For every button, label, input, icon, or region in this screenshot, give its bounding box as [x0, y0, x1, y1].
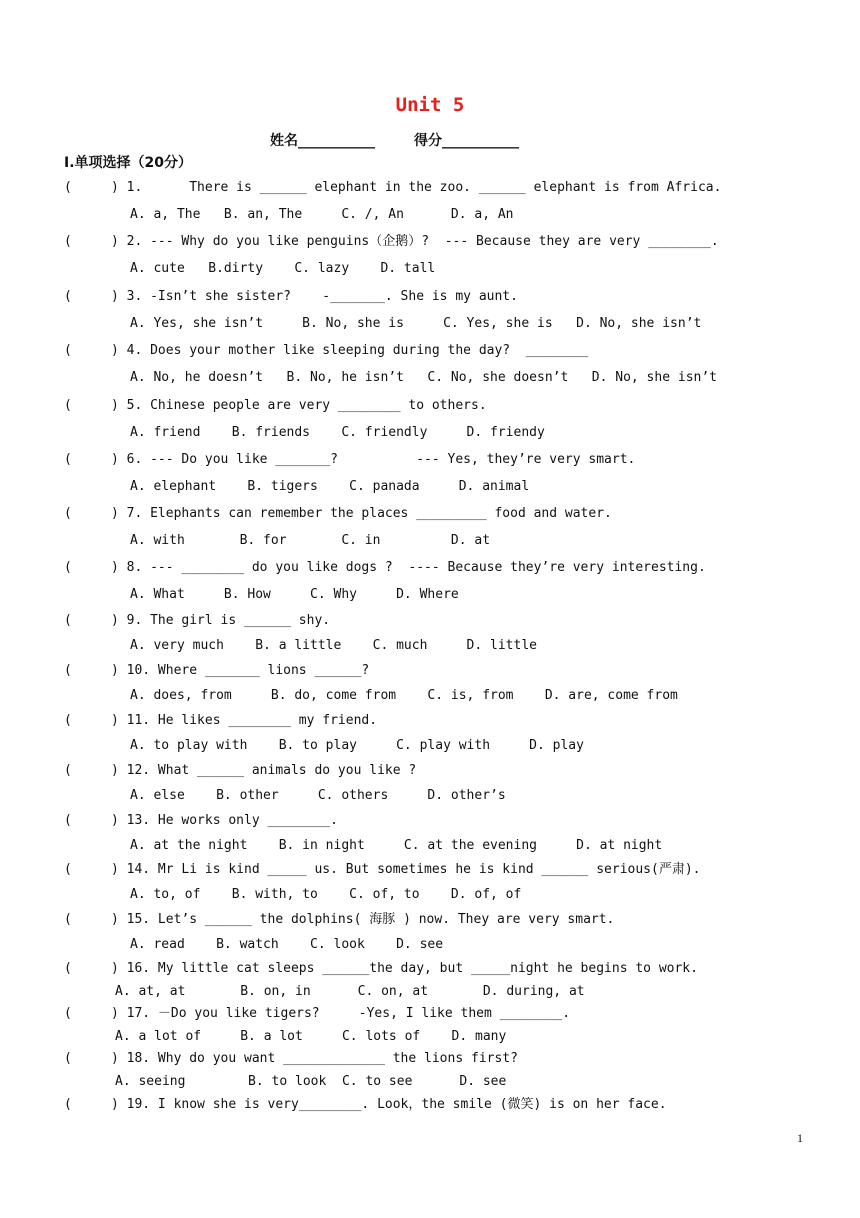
page-title: Unit 5: [395, 94, 465, 116]
question-9-options: A. very much B. a little C. much D. little: [130, 638, 537, 653]
name-label: 姓名: [270, 133, 298, 149]
name-score-line: [270, 130, 519, 150]
question-3: ( ) 3. -Isn’t she sister? -_______. She is my aunt.: [64, 289, 518, 304]
score-blank: ___________: [442, 133, 519, 149]
question-1: ( ) 1. There is ______ elephant in the zoo. ______ elephant is from Africa.: [64, 180, 722, 195]
question-8: ( ) 8. --- ________ do you like dogs ? ---- Because they’re very interesting.: [64, 560, 706, 575]
question-19: ( ) 19. I know she is very________. Look，the smile (微笑) is on her face.: [64, 1097, 667, 1112]
question-1-options: A. a, The B. an, The C. /, An D. a, An: [130, 207, 514, 222]
question-14-options: A. to, of B. with, to C. of, to D. of, of: [130, 887, 522, 902]
question-4-options: A. No, he doesn’t B. No, he isn’t C. No, she doesn’t D. No, she isn’t: [130, 370, 717, 385]
question-16-options: A. at, at B. on, in C. on, at D. during, at: [115, 984, 585, 999]
question-8-options: A. What B. How C. Why D. Where: [130, 587, 459, 602]
question-3-options: A. Yes, she isn’t B. No, she is C. Yes, she is D. No, she isn’t: [130, 316, 702, 331]
name-blank: ___________: [298, 133, 375, 149]
question-11: ( ) 11. He likes ________ my friend.: [64, 713, 378, 728]
score-label: 得分: [414, 133, 442, 149]
question-11-options: A. to play with B. to play C. play with D. play: [130, 738, 584, 753]
question-15-options: A. read B. watch C. look D. see: [130, 937, 444, 952]
question-6: ( ) 6. --- Do you like _______? --- Yes, they’re very smart.: [64, 452, 636, 467]
question-2-options: A. cute B.dirty C. lazy D. tall: [130, 261, 436, 276]
question-17-options: A. a lot of B. a lot C. lots of D. many: [115, 1029, 507, 1044]
question-6-options: A. elephant B. tigers C. panada D. animal: [130, 479, 530, 494]
question-5-options: A. friend B. friends C. friendly D. friendy: [130, 425, 545, 440]
question-16: ( ) 16. My little cat sleeps ______the day, but _____night he begins to work.: [64, 961, 698, 976]
question-12-options: A. else B. other C. others D. other’s: [130, 788, 506, 803]
question-17: ( ) 17. －Do you like tigers? -Yes, I like them ________.: [64, 1006, 571, 1021]
question-10-options: A. does, from B. do, come from C. is, from D. are, come from: [130, 688, 678, 703]
question-9: ( ) 9. The girl is ______ shy.: [64, 613, 331, 628]
question-7: ( ) 7. Elephants can remember the places _________ food and water.: [64, 506, 612, 521]
question-14: ( ) 14. Mr Li is kind _____ us. But sometimes he is kind ______ serious(严肃).: [64, 862, 701, 877]
page-number: 1: [797, 1131, 803, 1145]
question-15: ( ) 15. Let’s ______ the dolphins( 海豚 ) now. They are very smart.: [64, 912, 615, 927]
question-4: ( ) 4. Does your mother like sleeping during the day? ________: [64, 343, 589, 358]
question-7-options: A. with B. for C. in D. at: [130, 533, 491, 548]
question-2: ( ) 2. --- Why do you like penguins（企鹅）? --- Because they are very ________.: [64, 234, 719, 249]
question-18-options: A. seeing B. to look C. to see D. see: [115, 1074, 507, 1089]
question-5: ( ) 5. Chinese people are very ________ to others.: [64, 398, 487, 413]
question-13-options: A. at the night B. in night C. at the evening D. at night: [130, 838, 663, 853]
question-10: ( ) 10. Where _______ lions ______?: [64, 663, 370, 678]
question-13: ( ) 13. He works only ________.: [64, 813, 338, 828]
question-12: ( ) 12. What ______ animals do you like ?: [64, 763, 417, 778]
question-18: ( ) 18. Why do you want _____________ the lions first?: [64, 1051, 518, 1066]
section-title: Ⅰ.单项选择（20分）: [64, 155, 193, 171]
